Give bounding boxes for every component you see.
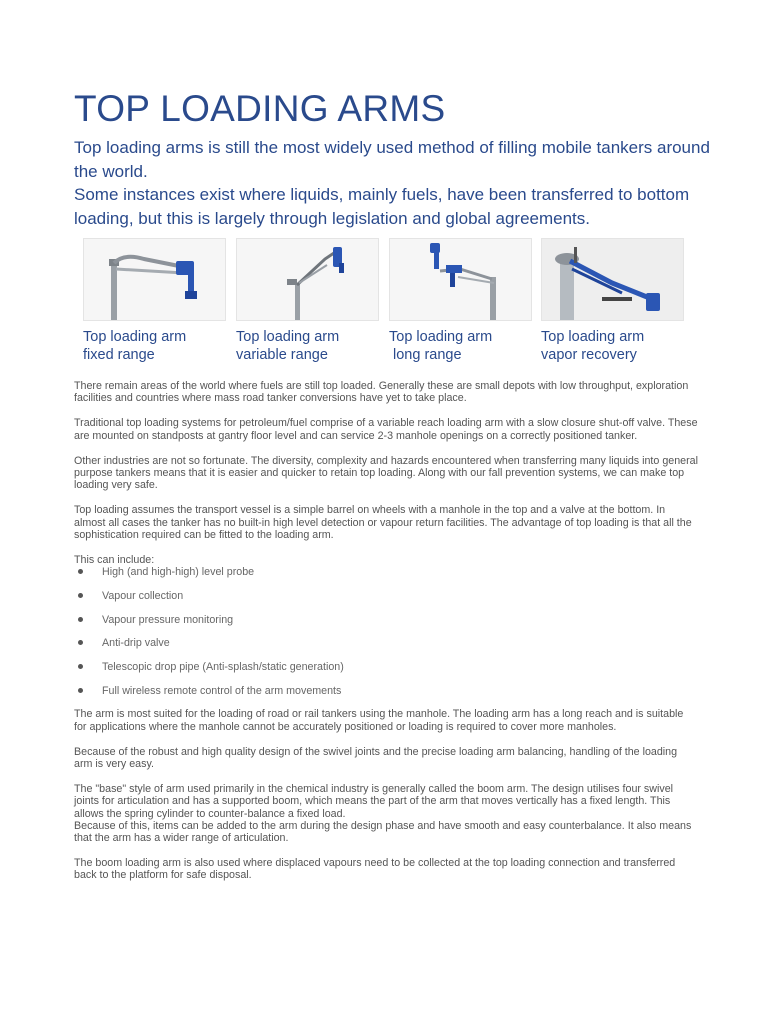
list-item [74,590,698,602]
paragraph: The "base" style of arm used primarily in the chemical industry is generally called the boom arm. The design utilises four swivel joints for articulation and has a supported boom, which means the part of the arm that moves vertically has a fixed length. This allows the spring cylinder to counter-balance a fixed load. [74,783,674,820]
figure-row [83,238,683,368]
feature-list [74,566,698,697]
caption-line-1: Top loading arm [541,329,645,345]
figure-caption [541,328,684,364]
paragraph: There remain areas of the world where fuels are still top loaded. Generally these are small depots with low throughput, exploration facilities and countries where mass road tanker conversions have yet to take place. [74,380,689,405]
list-item-text: Telescopic drop pipe (Anti-splash/static generation) [102,661,344,674]
paragraph: Other industries are not so fortunate. The diversity, complexity and hazards encountered when transferring many liquids into general purpose tankers means that it is easier and quicker to retain top loading. Along with our fall prevention systems, we can make top loading very safe. [74,454,698,492]
figure-vapor-recovery [541,238,684,364]
list-item-text: High (and high-high) level probe [102,566,255,579]
paragraph: The boom loading arm is also used where displaced vapours need to be collected at the top loading connection and transferred back to the platform for safe disposal. [74,857,676,882]
figure-long-range [389,238,532,364]
list-item [74,614,698,626]
bullet-icon [78,593,83,598]
bullet-icon [78,688,83,693]
caption-line-1: Top loading arm [236,329,340,345]
figure-caption [389,328,532,364]
bullet-icon [78,664,83,669]
variable-range-arm-image [236,238,379,321]
list-item [74,661,698,673]
paragraph: Traditional top loading systems for petroleum/fuel comprise of a variable reach loading arm with a slow closure shut-off valve. These are mounted on standposts at gantry floor level and can service 2-3 manhole openings on a correctly positioned tanker. [74,417,698,442]
page-title: TOP LOADING ARMS [74,88,446,129]
caption-line-2: variable range [236,347,328,363]
figure-variable-range [236,238,379,364]
list-item [74,685,698,697]
bullet-icon [78,569,83,574]
vapor-recovery-arm-image [541,238,684,321]
figure-caption [83,328,226,364]
intro-text [74,136,714,230]
paragraph: The arm is most suited for the loading of road or rail tankers using the manhole. The loading arm has a long reach and is suitable for applications where the manhole cannot be accurately positioned or loading is required to cover more manholes. [74,708,684,733]
list-intro: This can include: [74,554,155,567]
list-item [74,566,698,578]
intro-line-1: Top loading arms is still the most widely used method of filling mobile tankers around the world. [74,138,710,181]
caption-line-2: long range [393,347,462,363]
list-item-text: Vapour collection [102,589,184,602]
bullet-icon [78,640,83,645]
paragraph: Top loading assumes the transport vessel is a simple barrel on wheels with a manhole in the top and a valve at the bottom. In almost all cases the tanker has no built-in high level detection or vapour return facilities. The advantage of top loading is that all the sophistication required can be fitted to the loading arm. [74,504,692,541]
bullet-icon [78,617,83,622]
long-range-arm-image [389,238,532,321]
list-item-text: Anti-drip valve [102,637,170,650]
body-text [74,380,698,895]
figure-caption [236,328,379,364]
paragraph: Because of the robust and high quality design of the swivel joints and the precise loading arm balancing, handling of the loading arm is very easy. [74,745,678,771]
intro-line-2: Some instances exist where liquids, mainly fuels, have been transferred to bottom loading, but this is largely through legislation and global agreements. [74,185,690,228]
caption-line-1: Top loading arm [83,329,187,345]
list-item-text: Vapour pressure monitoring [102,613,234,626]
paragraph: Because of this, items can be added to the arm during the design phase and have smooth and easy counterbalance. It also means that the arm has a wider range of articulation. [74,819,692,845]
caption-line-2: vapor recovery [541,347,637,363]
figure-fixed-range [83,238,226,364]
caption-line-1: Top loading arm [389,329,493,345]
list-item [74,637,698,649]
caption-line-2: fixed range [83,347,155,363]
fixed-range-arm-image [83,238,226,321]
list-item-text: Full wireless remote control of the arm movements [102,684,342,697]
